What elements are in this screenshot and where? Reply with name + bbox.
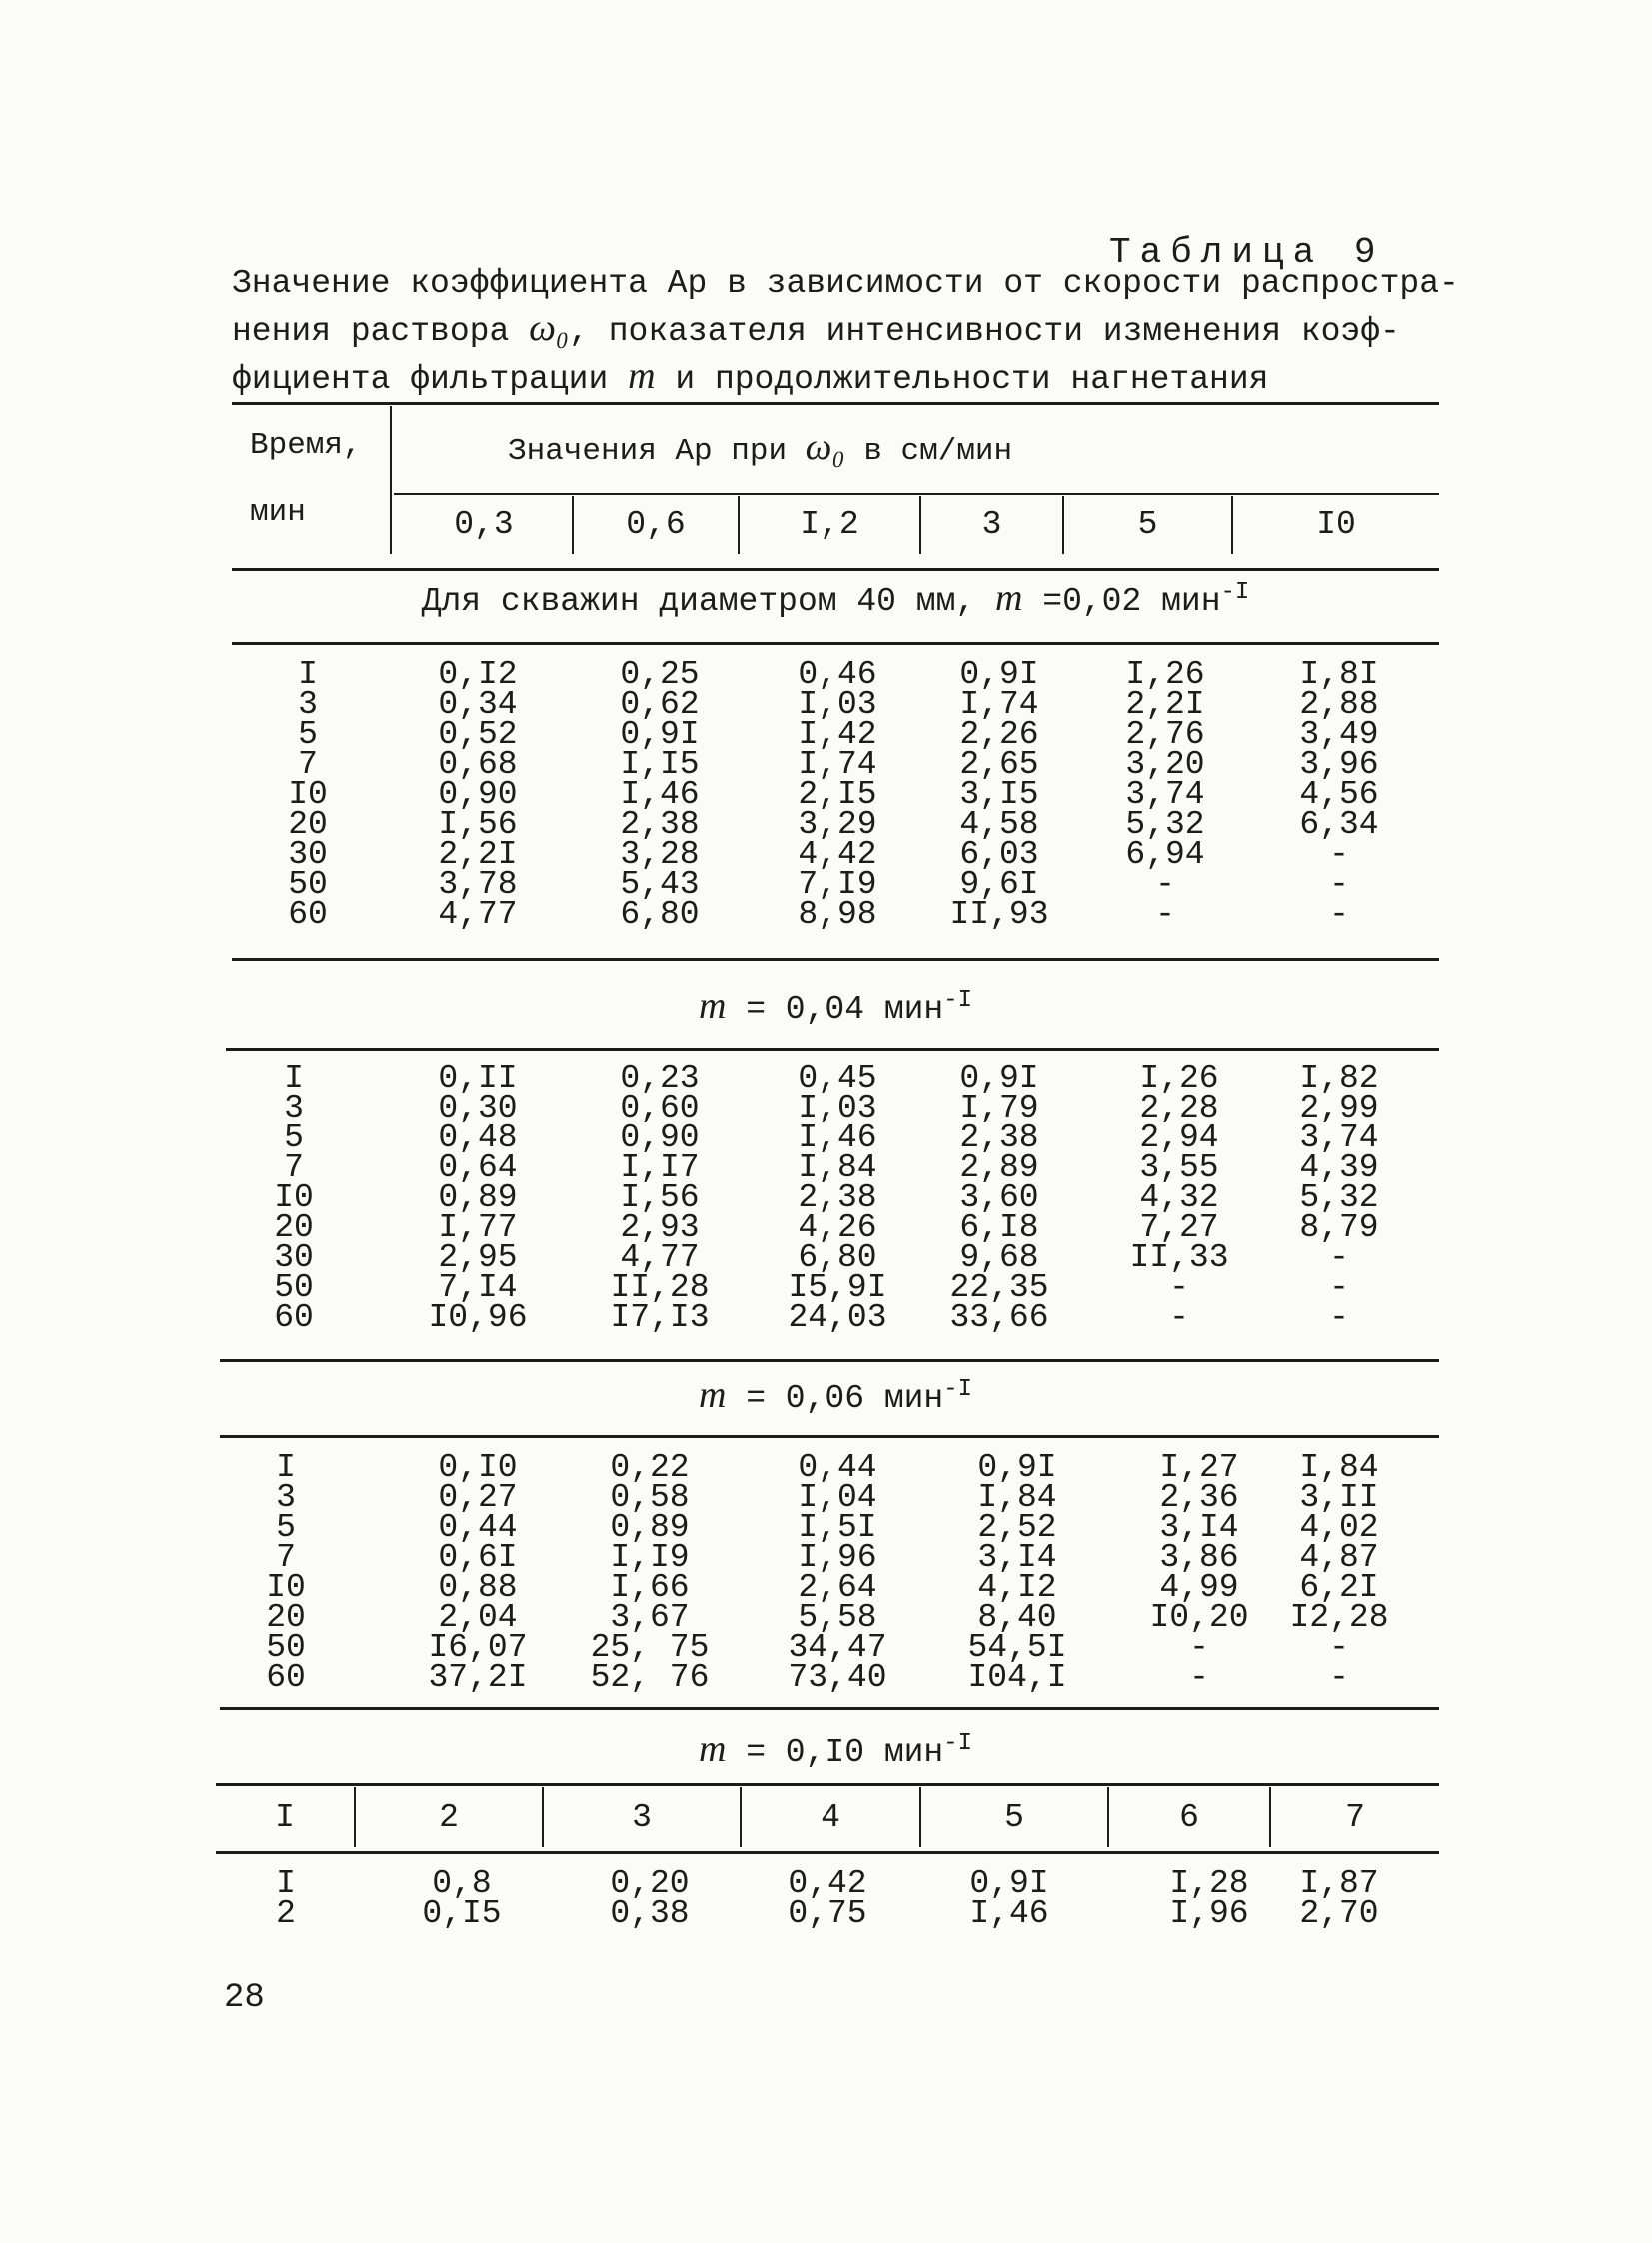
- section-rule: [232, 642, 1439, 645]
- value-column: 0,46 I,03 I,42 I,74 2,I5 3,29 4,42 7,I9 8,98: [798, 656, 877, 933]
- section-title: m = 0,I0 мин$^{-I}$: [698, 1728, 973, 1771]
- caption-line-1: Значение коэффициента Ар в зависимости от скорости распростра-: [232, 265, 1459, 302]
- value-column: I,28 I,96: [1169, 1865, 1249, 1932]
- velocity-header: I0: [1316, 506, 1356, 543]
- velocity-header: I,2: [800, 506, 859, 543]
- caption-line-2: нения раствора ω₀, показателя интенсивности изменения коэф-: [232, 307, 1400, 350]
- value-column: 0,42 0,75: [788, 1865, 867, 1932]
- value-column: I,8I 2,88 3,49 3,96 4,56 6,34 - - -: [1299, 656, 1379, 933]
- value-column: 0,20 0,38: [610, 1865, 690, 1932]
- value-column: 0,22 0,58 0,89 I,I9 I,66 3,67 25, 75 52, 76: [590, 1449, 710, 1696]
- header-bottom-rule: [232, 568, 1439, 571]
- table-label: Таблица 9: [1109, 232, 1385, 273]
- time-column: I 2: [276, 1865, 296, 1932]
- column-number: 7: [1345, 1799, 1365, 1836]
- section-rule: [226, 1048, 1439, 1051]
- section-rule: [220, 1435, 1439, 1438]
- omega-symbol: ω₀: [529, 307, 570, 349]
- time-unit: мин: [250, 495, 306, 530]
- value-column: 0,44 I,04 I,5I I,96 2,64 5,58 34,47 73,40: [788, 1449, 887, 1696]
- value-column: I,87 2,70: [1299, 1865, 1379, 1932]
- time-column: I 3 5 7 I0 20 30 50 60: [288, 656, 328, 933]
- velocity-header: 5: [1137, 506, 1158, 543]
- velocity-header: 3: [981, 506, 1002, 543]
- value-column: I,26 2,28 2,94 3,55 4,32 7,27 II,33 - -: [1129, 1060, 1229, 1336]
- value-column: 0,9I I,46: [969, 1865, 1049, 1932]
- value-column: I,84 3,II 4,02 4,87 6,2I I2,28 - -: [1289, 1449, 1389, 1696]
- values-header: Значения Ар при ω₀ в см/мин: [508, 426, 1013, 469]
- value-column: 0,9I I,84 2,52 3,I4 4,I2 8,40 54,5I I04,I: [967, 1449, 1067, 1696]
- column-number: I: [275, 1799, 295, 1836]
- section-rule: [216, 1851, 1439, 1854]
- velocity-header: 0,6: [626, 506, 686, 543]
- m-symbol: m: [628, 355, 656, 397]
- value-column: 0,25 0,62 0,9I I,I5 I,46 2,38 3,28 5,43 6,80: [620, 656, 700, 933]
- section-title: Для скважин диаметром 40 мм, m =0,02 мин$^{-I}$: [421, 577, 1250, 620]
- value-column: I,26 2,2I 2,76 3,20 3,74 5,32 6,94 - -: [1125, 656, 1205, 933]
- value-column: 0,9I I,79 2,38 2,89 3,60 6,I8 9,68 22,35 33,66: [949, 1060, 1049, 1336]
- section-rule: [216, 1783, 1439, 1786]
- section-title: m = 0,06 мин$^{-I}$: [698, 1374, 973, 1417]
- section-rule: [232, 958, 1439, 961]
- velocity-header: 0,3: [454, 506, 514, 543]
- value-column: 0,23 0,60 0,90 I,I7 I,56 2,93 4,77 II,28 I7,I3: [610, 1060, 710, 1336]
- value-column: 0,8 0,I5: [422, 1865, 502, 1932]
- header-divider: [390, 406, 392, 554]
- column-number: 4: [821, 1799, 840, 1836]
- header-middle-rule: [394, 493, 1439, 495]
- value-column: I,27 2,36 3,I4 3,86 4,99 I0,20 - -: [1149, 1449, 1249, 1696]
- header-top-rule: [232, 402, 1439, 405]
- section-rule: [220, 1359, 1439, 1362]
- column-number: 2: [439, 1799, 459, 1836]
- column-number: 5: [1004, 1799, 1024, 1836]
- value-column: 0,II 0,30 0,48 0,64 0,89 I,77 2,95 7,I4 I0,96: [428, 1060, 528, 1336]
- value-column: 0,I0 0,27 0,44 0,6I 0,88 2,04 I6,07 37,2I: [428, 1449, 528, 1696]
- section-rule: [220, 1707, 1439, 1710]
- section-title: m = 0,04 мин$^{-I}$: [698, 985, 973, 1028]
- page-number: 28: [224, 1979, 265, 2017]
- caption-line-3: фициента фильтрации m и продолжительности нагнетания: [232, 355, 1269, 398]
- value-column: I,82 2,99 3,74 4,39 5,32 8,79 - - -: [1299, 1060, 1379, 1336]
- time-column: I 3 5 7 I0 20 50 60: [266, 1449, 306, 1696]
- time-header: Время,: [250, 428, 362, 463]
- value-column: 0,9I I,74 2,26 2,65 3,I5 4,58 6,03 9,6I II,93: [949, 656, 1049, 933]
- column-number: 3: [632, 1799, 652, 1836]
- column-number: 6: [1179, 1799, 1199, 1836]
- table-caption: [232, 262, 1459, 402]
- value-column: 0,I2 0,34 0,52 0,68 0,90 I,56 2,2I 3,78 4,77: [438, 656, 518, 933]
- time-column: I 3 5 7 I0 20 30 50 60: [274, 1060, 314, 1336]
- value-column: 0,45 I,03 I,46 I,84 2,38 4,26 6,80 I5,9I 24,03: [788, 1060, 887, 1336]
